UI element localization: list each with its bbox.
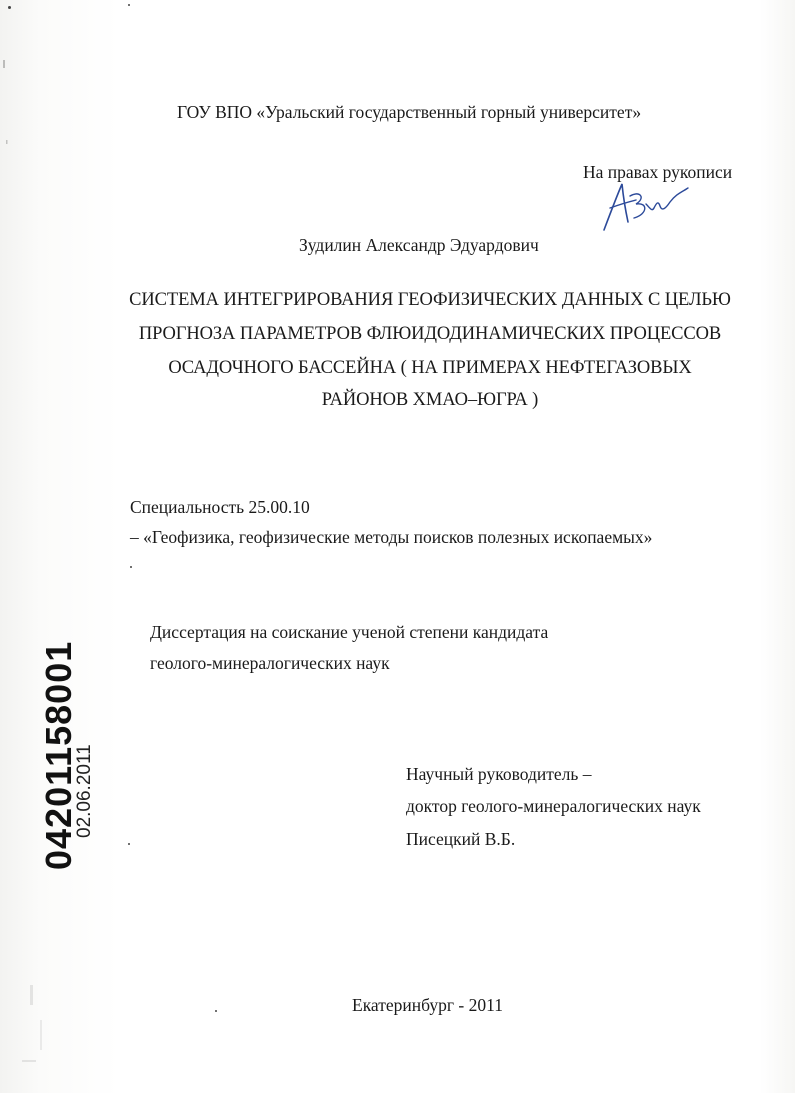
author-signature [596,178,692,236]
supervisor-name: Писецкий В.Б. [406,829,516,849]
scan-edge-noise [0,0,60,1093]
manuscript-note: На правах рукописи [583,162,733,182]
library-stamp-date: 02.06.2011 [74,744,95,838]
author-name: Зудилин Александр Эдуардович [299,235,539,255]
scan-speck [128,843,130,845]
scan-speck [215,1010,217,1012]
scan-speck [8,6,11,9]
title-line-1: СИСТЕМА ИНТЕГРИРОВАНИЯ ГЕОФИЗИЧЕСКИХ ДАННЫХ С ЦЕЛЬЮ [129,290,731,310]
specialty-code: Специальность 25.00.10 [130,497,310,517]
specialty-name: – «Геофизика, геофизические методы поисков полезных ископаемых» [130,527,653,547]
title-line-4: РАЙОНОВ ХМАО–ЮГРА ) [321,390,539,410]
supervisor-role: Научный руководитель – [406,764,592,784]
library-stamp-number: 04201158001 [38,640,79,870]
city-year: Екатеринбург - 2011 [352,995,503,1015]
title-line-2: ПРОГНОЗА ПАРАМЕТРОВ ФЛЮИДОДИНАМИЧЕСКИХ ПРОЦЕССОВ [138,324,722,344]
institution-header: ГОУ ВПО «Уральский государственный горный университет» [177,102,642,122]
dissertation-degree-line-1: Диссертация на соискание ученой степени кандидата [150,622,549,642]
scan-speck [128,4,130,6]
supervisor-degree: доктор геолого-минералогических наук [406,796,701,816]
dissertation-degree-line-2: геолого-минералогических наук [150,653,390,673]
scan-speck [130,566,132,568]
title-line-3: ОСАДОЧНОГО БАССЕЙНА ( НА ПРИМЕРАХ НЕФТЕГАЗОВЫХ [168,358,692,378]
